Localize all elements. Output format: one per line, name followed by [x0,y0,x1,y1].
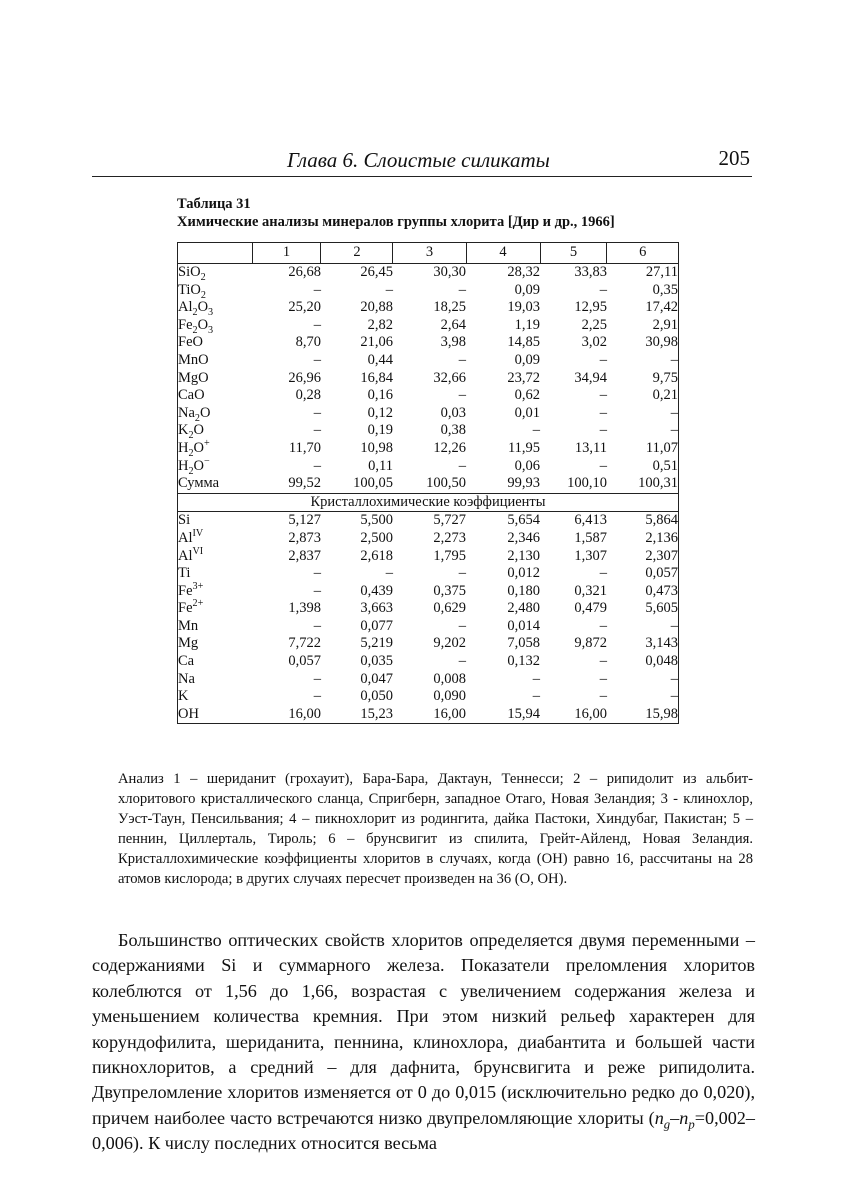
value-cell: 1,307 [574,547,607,564]
coefficient-row [178,530,679,548]
value-cell: 15,98 [607,706,679,724]
value-cell: 5,864 [607,512,679,530]
value-cell: 0,35 [607,282,679,300]
table-header-row [178,243,679,264]
value-cell: 30,30 [433,264,466,280]
value-cell: – [313,670,321,687]
column-header: 2 [321,243,393,264]
oxide-row [178,422,679,440]
oxide-label: $Na_2O$ [178,405,253,423]
value-cell: 0,09 [514,281,541,298]
value-cell: 7,722 [288,635,321,652]
value-cell: 20,88 [360,299,393,316]
coefficient-rows [178,512,679,724]
coefficient-label: Ca [178,653,253,671]
value-cell: 23,72 [507,369,541,386]
column-header: 5 [540,243,607,264]
value-cell: 5,219 [360,635,393,652]
value-cell: – [607,352,679,370]
value-cell: 100,50 [426,475,466,492]
value-cell: 9,202 [433,635,466,652]
value-cell: 5,654 [507,512,541,529]
value-cell: – [458,351,466,368]
oxide-label: $Fe_2O_3$ [178,317,253,335]
oxide-row [178,299,679,317]
coefficient-label: Mn [178,618,253,636]
value-cell: 3,98 [440,334,466,351]
body-text: Большинство оптических свойств хлоритов определяется двумя переменными – содержаниями Si и суммарного железа. Показатели преломления хлоритов колеблются от 1,56 до 1,66, возрастая с увеличением содержания железа и уменьшением количества кремния. При этом низкий рельеф характерен для корундофилита, шериданита, пеннина, клинохлора, диабантита и большей части пикнохлоритов, а средний – для дафнита, брунсвигита и реже рипидолита. Двупреломление хлоритов изменяется от 0 до 0,015 (исключительно редко до 0,020), причем наиболее часто встречаются низко двупреломляющие хлориты ( [92,930,755,1128]
value-cell: – [599,404,607,421]
coefficient-row [178,635,679,653]
value-cell: 100,10 [567,475,607,492]
running-header [92,146,752,177]
value-cell: 0,057 [607,565,679,583]
body-text-end: =0,002–0,006). К числу последних относится весьма [92,1107,755,1154]
value-cell: 12,26 [433,439,466,456]
value-cell: 9,872 [574,635,607,652]
oxide-label: MgO [178,370,253,388]
value-cell: 15,94 [466,706,540,724]
chapter-title: Глава 6. Слоистые силикаты [287,148,550,172]
oxide-rows [178,264,679,494]
value-cell: 11,07 [607,440,679,458]
coefficient-label: $Fe^{2+}$ [178,600,253,618]
value-cell: – [599,281,607,298]
value-cell: 0,008 [433,670,466,687]
value-cell: 2,307 [607,548,679,566]
value-cell: 15,23 [321,706,393,724]
oxide-label: $H_2O^-$ [178,458,253,476]
value-cell: – [313,316,321,333]
oxide-row [178,475,679,493]
value-cell: 0,01 [514,404,541,421]
oxide-row [178,264,679,282]
value-cell: 2,837 [288,547,321,564]
value-cell: – [385,565,393,582]
value-cell: 0,014 [507,617,541,634]
value-cell: – [458,617,466,634]
value-cell: 1,398 [288,600,321,617]
value-cell: – [599,351,607,368]
section-row [178,493,679,512]
value-cell: – [599,457,607,474]
value-cell: 2,273 [433,529,466,546]
section-title: Кристаллохимические коэффициенты [178,493,679,512]
oxide-row [178,370,679,388]
table-title: Химические анализы минералов группы хлорита [Дир и др., 1966] [177,214,615,230]
coefficient-label: $Fe^{3+}$ [178,583,253,601]
value-cell: – [607,405,679,423]
coefficient-row [178,548,679,566]
value-cell: 0,28 [295,387,321,404]
value-cell: 0,048 [607,653,679,671]
value-cell: – [599,688,607,705]
value-cell: 25,20 [288,299,321,316]
value-cell: 100,05 [353,475,393,492]
value-cell: – [313,617,321,634]
coefficient-row [178,618,679,636]
value-cell: 27,11 [607,264,679,282]
value-cell: – [313,422,321,439]
value-cell: 0,479 [574,600,607,617]
value-cell: 1,795 [433,547,466,564]
value-cell: – [532,422,541,439]
value-cell: 0,16 [367,387,393,404]
value-cell: – [385,281,393,298]
value-cell: – [313,281,321,298]
value-cell: 3,02 [581,334,607,351]
oxide-label: Сумма [178,475,253,493]
oxide-label: MnO [178,352,253,370]
value-cell: 17,42 [607,299,679,317]
value-cell: 0,19 [367,422,393,439]
value-cell: – [313,582,321,599]
page-number: 205 [718,146,750,170]
coefficient-row [178,512,679,530]
value-cell: – [313,404,321,421]
value-cell: – [458,281,466,298]
oxide-label: FeO [178,334,253,352]
n-p: $n_p$ [679,1107,695,1132]
oxide-row [178,334,679,352]
value-cell: – [458,653,466,670]
value-cell: 0,03 [440,404,466,421]
value-cell: 0,51 [607,458,679,476]
table-caption [177,195,615,231]
coefficient-label: Mg [178,635,253,653]
value-cell: 0,132 [507,653,541,670]
value-cell: 2,130 [507,547,541,564]
value-cell: 3,663 [360,600,393,617]
value-cell: – [532,670,541,687]
value-cell: – [313,565,321,582]
chlorite-analyses-table [177,242,679,724]
table-footnote: Анализ 1 – шериданит (грохауит), Бара-Бара, Дактаун, Теннесси; 2 – рипидолит из альбит-хлоритового кристаллического сланца, Спригберн, западное Отаго, Новая Зеландия; 3 - клинохлор, Уэст-Таун, Пенсильвания; 4 – пикнохлорит из родингита, дайка Пастоки, Хиндубаг, Пакистан; 5 – пеннин, Циллерталь, Тироль; 6 – брунсвигит из спилита, Грейт-Айленд, Новая Зеландия. Кристаллохимические коэффициенты хлоритов в случаях, когда (ОН) равно 16, рассчитаны на 28 атомов кислорода; в других случаях пересчет произведен на 36 (О, ОН). [118,771,753,887]
oxide-row [178,387,679,405]
value-cell: 0,047 [360,670,393,687]
value-cell: 2,25 [581,316,607,333]
value-cell: 8,70 [295,334,321,351]
value-cell: 18,25 [433,299,466,316]
oxide-label: TiO$_2$ [178,282,253,300]
value-cell: – [607,618,679,636]
value-cell: 30,98 [607,334,679,352]
body-paragraph: Большинство оптических свойств хлоритов определяется двумя переменными – содержаниями Si и суммарного железа. Показатели преломления хлоритов колеблются от 1,56 до 1,66, возрастая с увеличением содержания железа и уменьшением количества кремния. При этом низкий рельеф характерен для корундофилита, шериданита, пеннина, клинохлора, диабантита и большей части пикнохлоритов, а средний – для дафнита, брунсвигита и реже рипидолита. Двупреломление хлоритов изменяется от 0 до 0,015 (исключительно редко до 0,020), причем наиболее часто встречаются низко двупреломляющие хлориты $(n_g-n_p=0,002-0,006)$. К числу последних относится весьма [92,930,755,1154]
coefficient-row [178,600,679,618]
value-cell: 26,96 [288,369,321,386]
coefficient-label: $Al^{IV}$ [178,530,253,548]
value-cell: 0,439 [360,582,393,599]
coefficient-label: Na [178,671,253,689]
value-cell: 13,11 [574,439,607,456]
value-cell: 2,480 [507,600,541,617]
value-cell: 33,83 [574,264,607,280]
value-cell: 0,050 [360,688,393,705]
coefficient-label: Ti [178,565,253,583]
value-cell: 0,077 [360,617,393,634]
oxide-row [178,352,679,370]
value-cell: 2,64 [440,316,466,333]
oxide-row [178,317,679,335]
value-cell: 0,38 [440,422,466,439]
coefficient-label: OH [178,706,253,724]
value-cell: 10,98 [360,439,393,456]
value-cell: – [607,671,679,689]
value-cell: 0,629 [433,600,466,617]
value-cell: 99,93 [507,475,541,492]
value-cell: 0,12 [367,404,393,421]
value-cell: 0,06 [514,457,541,474]
value-cell: 5,127 [288,512,321,529]
value-cell: 34,94 [574,369,607,386]
value-cell: 2,618 [360,547,393,564]
oxide-row [178,440,679,458]
value-cell: – [607,422,679,440]
value-cell: – [607,688,679,706]
value-cell: 16,00 [252,706,321,724]
value-cell: 2,873 [288,529,321,546]
value-cell: 21,06 [360,334,393,351]
value-cell: 0,11 [368,457,393,474]
value-cell: 12,95 [574,299,607,316]
value-cell: 0,180 [507,582,541,599]
value-cell: – [313,351,321,368]
coefficient-row [178,565,679,583]
value-cell: 9,75 [607,370,679,388]
value-cell: 2,91 [607,317,679,335]
value-cell: 26,68 [288,264,321,280]
value-cell: – [599,422,607,439]
value-cell: 32,66 [433,369,466,386]
table-number: Таблица 31 [177,196,251,212]
oxide-label: $H_2O^+$ [178,440,253,458]
value-cell: 28,32 [507,264,541,280]
value-cell: – [458,457,466,474]
value-cell: 0,44 [367,351,393,368]
value-cell: 7,058 [507,635,541,652]
oxide-row [178,405,679,423]
value-cell: 19,03 [507,299,541,316]
header-empty-cell [178,243,253,264]
value-cell: 0,21 [607,387,679,405]
value-cell: 0,09 [514,351,541,368]
value-cell: – [599,653,607,670]
column-header: 6 [607,243,679,264]
value-cell: 0,090 [433,688,466,705]
value-cell: – [458,387,466,404]
value-cell: – [599,387,607,404]
coefficient-row [178,583,679,601]
value-cell: – [313,457,321,474]
coefficient-row [178,688,679,706]
value-cell: 99,52 [288,475,321,492]
value-cell: 0,62 [514,387,541,404]
value-cell: – [313,688,321,705]
value-cell: 2,500 [360,529,393,546]
value-cell: 0,375 [433,582,466,599]
value-cell: 5,727 [433,512,466,529]
value-cell: 0,012 [507,565,541,582]
value-cell: 14,85 [507,334,541,351]
value-cell: 3,143 [607,635,679,653]
value-cell: – [599,670,607,687]
value-cell: 5,605 [607,600,679,618]
value-cell: – [599,617,607,634]
column-header: 3 [393,243,466,264]
value-cell: 26,45 [360,264,393,280]
value-cell: – [532,688,541,705]
coefficient-row [178,653,679,671]
coefficient-row [178,671,679,689]
coefficient-label: Si [178,512,253,530]
value-cell: 0,057 [288,653,321,670]
oxide-label: SiO$_2$ [178,264,253,282]
oxide-label: $Al_2O_3$ [178,299,253,317]
value-cell: 6,413 [574,512,607,529]
column-header: 4 [466,243,540,264]
value-cell: 0,035 [360,653,393,670]
value-cell: 16,00 [540,706,607,724]
value-cell: 0,321 [574,582,607,599]
value-cell: 100,31 [607,475,679,493]
oxide-label: CaO [178,387,253,405]
value-cell: 0,473 [607,583,679,601]
value-cell: 11,70 [288,439,321,456]
value-cell: 2,136 [607,530,679,548]
value-cell: 2,346 [507,529,541,546]
coefficient-row [178,706,679,724]
value-cell: 1,19 [514,316,541,333]
coefficient-label: $Al^{VI}$ [178,548,253,566]
value-cell: 16,00 [393,706,466,724]
value-cell: 16,84 [360,369,393,386]
value-cell: 5,500 [360,512,393,529]
value-cell: 1,587 [574,529,607,546]
coefficient-label: K [178,688,253,706]
n-g: $n_g$ [654,1107,671,1132]
value-cell: 11,95 [507,439,541,456]
oxide-row [178,282,679,300]
value-cell: – [599,565,607,582]
oxide-label: $K_2O$ [178,422,253,440]
value-cell: – [458,565,466,582]
oxide-row [178,458,679,476]
value-cell: 2,82 [367,316,393,333]
column-header: 1 [252,243,321,264]
